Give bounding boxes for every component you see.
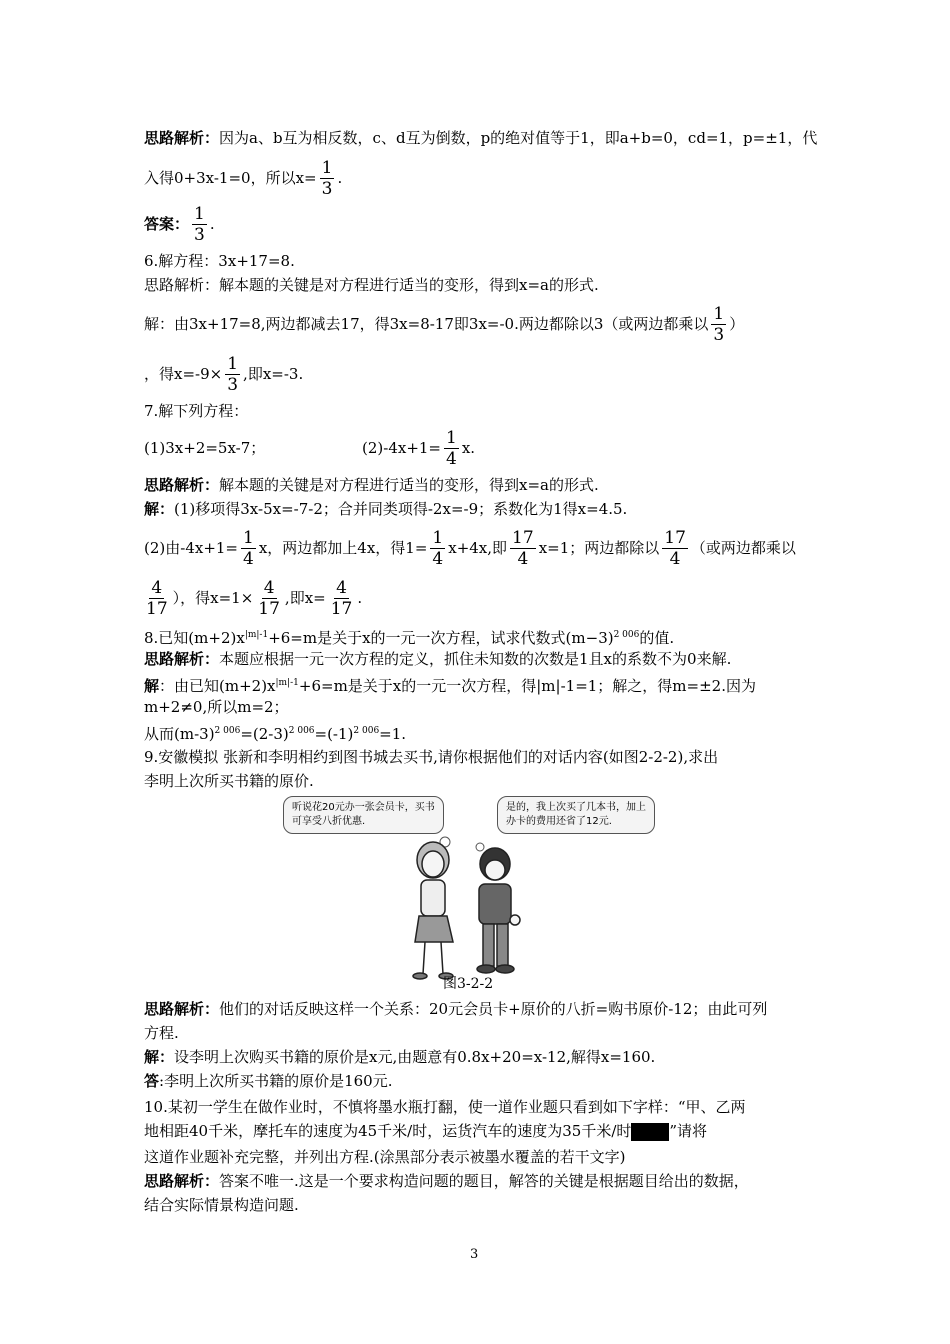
q9-title-2: 李明上次所买书籍的原价. (144, 772, 314, 790)
q9-solution: 解：设李明上次购买书籍的原价是x元,由题意有0.8x+20=x-12,解得x=160. (144, 1048, 656, 1066)
q8-title: 8.已知$(m+2)x^{|m|-1}+6=m$是关于x的一元一次方程，试求代数式$(m-3)^{2 006}$的值. (144, 629, 675, 647)
girl-figure (413, 842, 453, 979)
q6-solution-line2: ，得x=-9× $\frac{1}{3}$ ,即x=-3. (144, 353, 304, 395)
page-number: 3 (470, 1247, 479, 1262)
q10-analysis-1: 思路解析：答案不唯一.这是一个要求构造问题的题目，解答的关键是根据题目给出的数据， (144, 1172, 749, 1190)
q6-title: 6.解方程：3x+17=8. (144, 252, 295, 270)
p5-analysis-line2: 入得0+3x-1=0，所以x= $\frac{1}{3}$ . (144, 157, 343, 199)
speech-bubble-right: 是的，我上次买了几本书，加上 办卡的费用还省了12元. (497, 796, 655, 834)
cartoon-illustration (275, 792, 675, 982)
q9-answer: 答:李明上次所买书籍的原价是160元. (144, 1072, 393, 1090)
q9-analysis-2: 方程. (144, 1024, 179, 1042)
q10-title-2: 地相距40千米，摩托车的速度为45千米/时，运货汽车的速度为35千米/时 ”请将 (144, 1122, 708, 1140)
fraction: $\frac{1}{3}$ (321, 157, 333, 199)
p5-analysis-line1: 思路解析：因为a、b互为相反数，c、d互为倒数，p的绝对值等于1，即a+b=0，cd=1，p=±1，代 (144, 129, 818, 147)
q7-solution-2: (2)由-4x+1= $\frac{1}{4}$ x，两边都加上4x，得1= $\frac{1}{4}$ x+4x,即 $\frac{17}{4}$ x=1；两边都除以 $\frac{17}{4}$ （或两边都乘以 (144, 527, 796, 569)
q8-solution-1: 解：由已知$(m+2)x^{|m|-1}+6=m$是关于x的一元一次方程，得|m|-1=1；解之，得m=±2.因为 (144, 677, 756, 695)
q6-analysis: 思路解析：解本题的关键是对方程进行适当的变形，得到x=a的形式. (144, 276, 599, 294)
q6-solution-line1: 解：由3x+17=8,两边都减去17，得3x=8-17即3x=-0.两边都除以3（或两边都乘以 $\frac{1}{3}$ ） (144, 303, 745, 345)
q10-title-3: 这道作业题补充完整，并列出方程.(涂黑部分表示被墨水覆盖的若干文字) (144, 1148, 626, 1166)
q10-title-1: 10.某初一学生在做作业时，不慎将墨水瓶打翻，使一道作业题只看到如下字样：“甲、乙两 (144, 1098, 746, 1116)
q10-analysis-2: 结合实际情景构造问题. (144, 1196, 299, 1214)
q7-solution-1: 解：(1)移项得3x-5x=-7-2；合并同类项得-2x=-9；系数化为1得x=4.5. (144, 500, 628, 518)
boy-figure (477, 848, 520, 973)
q7-analysis: 思路解析：解本题的关键是对方程进行适当的变形，得到x=a的形式. (144, 476, 599, 494)
q7-title: 7.解下列方程： (144, 402, 249, 420)
q9-title-1: 9.安徽模拟 张新和李明相约到图书城去买书,请你根据他们的对话内容(如图2-2-2),求出 (144, 748, 719, 766)
ink-blot (631, 1123, 669, 1141)
speech-bubble-left: 听说花20元办一张会员卡，买书 可享受八折优惠. (283, 796, 444, 834)
q8-solution-2: m+2≠0,所以m=2； (144, 698, 289, 716)
q8-solution-3: 从而$(m-3)^{2 006}=(2-3)^{2 006}=(-1)^{2 006}=1$. (144, 725, 407, 743)
q9-analysis-1: 思路解析：他们的对话反映这样一个关系：20元会员卡+原价的八折=购书原价-12；由此可列 (144, 1000, 768, 1018)
q7-solution-3: $\frac{4}{17}$ ），得x=1× $\frac{4}{17}$ ,即x= $\frac{4}{17}$ . (146, 577, 363, 619)
q8-analysis: 思路解析：本题应根据一元一次方程的定义，抓住未知数的次数是1且x的系数不为0来解. (144, 650, 732, 668)
p5-answer: 答案： $\frac{1}{3}$ . (144, 203, 215, 245)
dialogue-figure (275, 792, 675, 982)
q7-parts: (1)3x+2=5x-7； (2)-4x+1= $\frac{1}{4}$ x. (144, 427, 476, 469)
figure-caption: 图3-2-2 (443, 976, 494, 992)
